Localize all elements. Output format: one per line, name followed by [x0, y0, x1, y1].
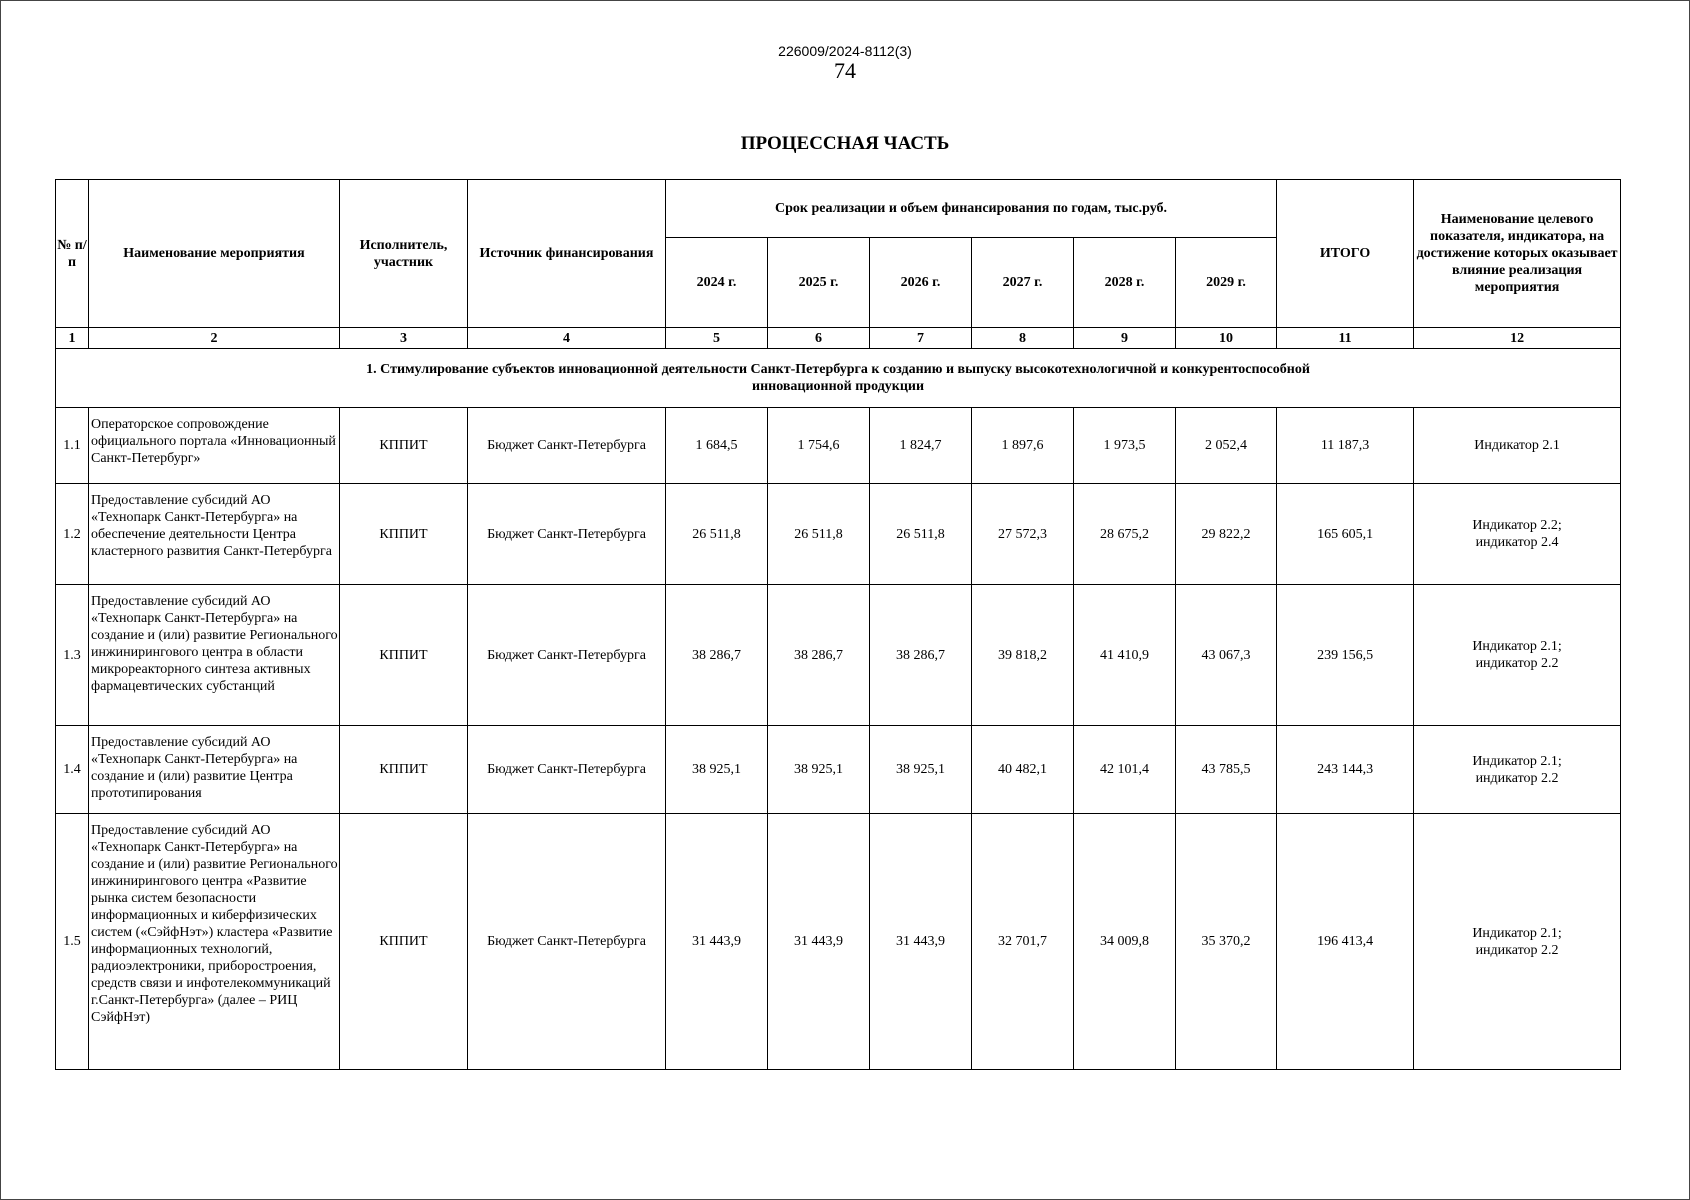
row-total: 11 187,3 — [1277, 408, 1414, 484]
row-source: Бюджет Санкт-Петербурга — [468, 484, 666, 585]
row-value: 42 101,4 — [1074, 726, 1176, 814]
section-row — [56, 349, 1621, 408]
row-indicator: Индикатор 2.1; индикатор 2.2 — [1414, 585, 1621, 726]
header-year: 2025 г. — [768, 238, 870, 328]
row-executor: КППИТ — [340, 726, 468, 814]
row-executor: КППИТ — [340, 814, 468, 1070]
row-value: 43 067,3 — [1176, 585, 1277, 726]
row-total: 196 413,4 — [1277, 814, 1414, 1070]
column-number: 2 — [89, 328, 340, 349]
row-index: 1.4 — [56, 726, 89, 814]
row-value: 38 925,1 — [870, 726, 972, 814]
row-value: 26 511,8 — [666, 484, 768, 585]
column-number: 1 — [56, 328, 89, 349]
header-executor: Исполнитель, участник — [340, 180, 468, 328]
row-executor: КППИТ — [340, 585, 468, 726]
page-title: ПРОЦЕССНАЯ ЧАСТЬ — [740, 133, 950, 154]
row-index: 1.1 — [56, 408, 89, 484]
row-value: 41 410,9 — [1074, 585, 1176, 726]
row-value: 38 286,7 — [768, 585, 870, 726]
column-number: 12 — [1414, 328, 1621, 349]
section-title: 1. Стимулирование субъектов инновационной деятельности Санкт-Петербурга к созданию и выпуску высокотехнологичной и конкурентоспособной инновационной продукции — [56, 349, 1621, 408]
row-index: 1.5 — [56, 814, 89, 1070]
header-total: ИТОГО — [1277, 180, 1414, 328]
row-value: 29 822,2 — [1176, 484, 1277, 585]
header-num: № п/п — [56, 180, 89, 328]
header-year: 2024 г. — [666, 238, 768, 328]
row-executor: КППИТ — [340, 484, 468, 585]
row-value: 43 785,5 — [1176, 726, 1277, 814]
header-year: 2027 г. — [972, 238, 1074, 328]
column-number: 10 — [1176, 328, 1277, 349]
row-value: 38 286,7 — [666, 585, 768, 726]
row-source: Бюджет Санкт-Петербурга — [468, 585, 666, 726]
row-value: 35 370,2 — [1176, 814, 1277, 1070]
header-source: Источник финансирования — [468, 180, 666, 328]
row-value: 1 824,7 — [870, 408, 972, 484]
table-row — [56, 585, 1621, 726]
table-row — [56, 484, 1621, 585]
row-source: Бюджет Санкт-Петербурга — [468, 726, 666, 814]
column-number: 9 — [1074, 328, 1176, 349]
table-row — [56, 408, 1621, 484]
row-value: 39 818,2 — [972, 585, 1074, 726]
row-value: 28 675,2 — [1074, 484, 1176, 585]
row-value: 26 511,8 — [768, 484, 870, 585]
row-indicator: Индикатор 2.1; индикатор 2.2 — [1414, 726, 1621, 814]
page-number: 74 — [834, 58, 856, 83]
row-value: 38 286,7 — [870, 585, 972, 726]
header-name: Наименование мероприятия — [89, 180, 340, 328]
row-value: 31 443,9 — [768, 814, 870, 1070]
row-total: 239 156,5 — [1277, 585, 1414, 726]
row-name: Операторское сопровождение официального портала «Инновационный Санкт-Петербург» — [89, 408, 340, 484]
column-number: 6 — [768, 328, 870, 349]
column-number: 7 — [870, 328, 972, 349]
row-name: Предоставление субсидий АО «Технопарк Санкт-Петербурга» на создание и (или) развитие Центра прототипирования — [89, 726, 340, 814]
row-name: Предоставление субсидий АО «Технопарк Санкт-Петербурга» на обеспечение деятельности Центра кластерного развития Санкт-Петербурга — [89, 484, 340, 585]
row-value: 27 572,3 — [972, 484, 1074, 585]
row-indicator: Индикатор 2.1; индикатор 2.2 — [1414, 814, 1621, 1070]
row-indicator: Индикатор 2.2; индикатор 2.4 — [1414, 484, 1621, 585]
header-period: Срок реализации и объем финансирования по годам, тыс.руб. — [666, 180, 1277, 238]
row-indicator: Индикатор 2.1 — [1414, 408, 1621, 484]
program-table — [55, 179, 1621, 1070]
document-number: 226009/2024-8112(3) — [778, 43, 912, 59]
column-number: 8 — [972, 328, 1074, 349]
column-number: 3 — [340, 328, 468, 349]
header-year: 2026 г. — [870, 238, 972, 328]
row-value: 1 754,6 — [768, 408, 870, 484]
column-number: 5 — [666, 328, 768, 349]
row-executor: КППИТ — [340, 408, 468, 484]
row-value: 40 482,1 — [972, 726, 1074, 814]
row-value: 2 052,4 — [1176, 408, 1277, 484]
row-value: 38 925,1 — [768, 726, 870, 814]
row-value: 38 925,1 — [666, 726, 768, 814]
row-total: 243 144,3 — [1277, 726, 1414, 814]
row-index: 1.3 — [56, 585, 89, 726]
table-row — [56, 726, 1621, 814]
header-year: 2029 г. — [1176, 238, 1277, 328]
row-value: 31 443,9 — [870, 814, 972, 1070]
row-total: 165 605,1 — [1277, 484, 1414, 585]
row-source: Бюджет Санкт-Петербурга — [468, 408, 666, 484]
row-value: 1 684,5 — [666, 408, 768, 484]
row-value: 26 511,8 — [870, 484, 972, 585]
row-value: 1 973,5 — [1074, 408, 1176, 484]
column-number-row — [56, 328, 1621, 349]
header-indicator: Наименование целевого показателя, индикатора, на достижение которых оказывает влияние реализация мероприятия — [1414, 180, 1621, 328]
row-value: 1 897,6 — [972, 408, 1074, 484]
column-number: 4 — [468, 328, 666, 349]
row-value: 31 443,9 — [666, 814, 768, 1070]
row-index: 1.2 — [56, 484, 89, 585]
row-name: Предоставление субсидий АО «Технопарк Санкт-Петербурга» на создание и (или) развитие Регионального инжинирингового центра «Развитие рынка систем безопасности информационных и киберфизических систем («СэйфНэт») кластера «Развитие информационных технологий, радиоэлектроники, приборостроения, средств связи и инфотелекоммуникаций г.Санкт-Петербурга» (далее – РИЦ СэйфНэт) — [89, 814, 340, 1070]
row-value: 32 701,7 — [972, 814, 1074, 1070]
row-name: Предоставление субсидий АО «Технопарк Санкт-Петербурга» на создание и (или) развитие Регионального инжинирингового центра в области микрореакторного синтеза активных фармацевтических субстанций — [89, 585, 340, 726]
row-value: 34 009,8 — [1074, 814, 1176, 1070]
table-row — [56, 814, 1621, 1070]
header-year: 2028 г. — [1074, 238, 1176, 328]
row-source: Бюджет Санкт-Петербурга — [468, 814, 666, 1070]
header-row-1 — [56, 180, 1621, 238]
column-number: 11 — [1277, 328, 1414, 349]
